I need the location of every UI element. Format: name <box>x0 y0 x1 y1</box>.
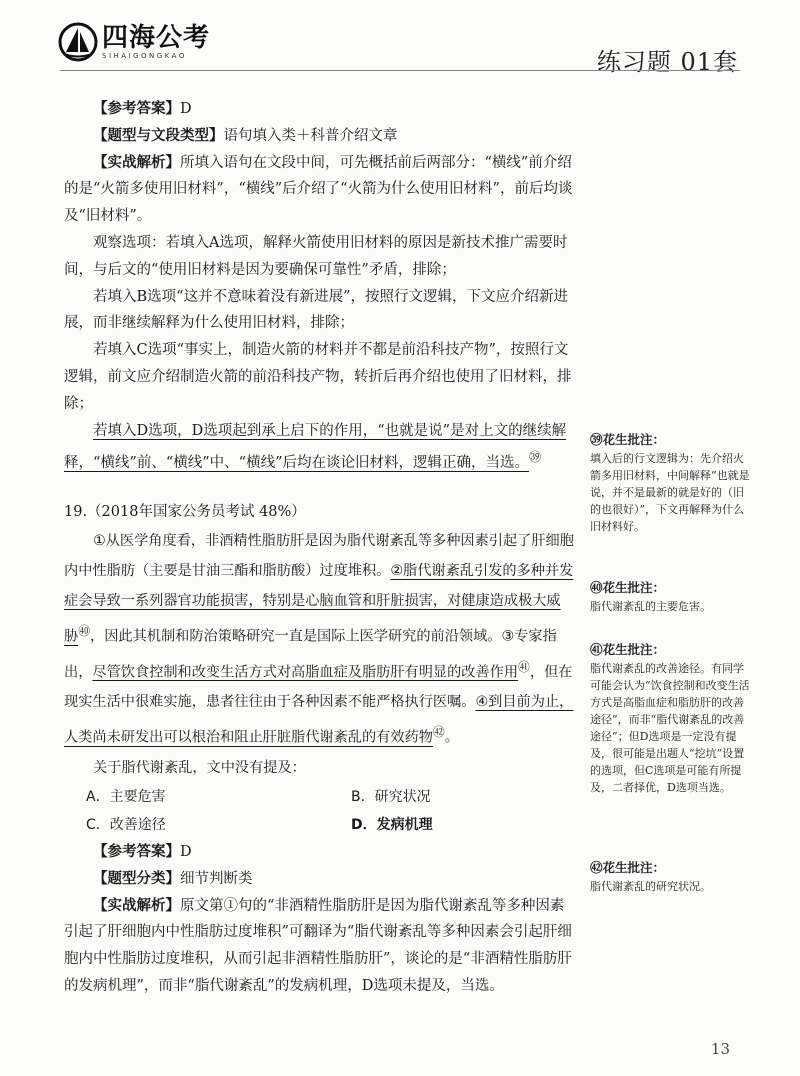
page-header <box>0 0 800 90</box>
q19-passage-a: ①从医学角度看，非酒精性脂肪肝是因为脂代谢紊乱等多种因素引起了肝细胞内中性脂肪（主要是甘油三酯和脂肪酸）过度堆积。 <box>64 532 574 579</box>
note-marker-40: ㊵ <box>78 623 91 638</box>
q19-option-c: C．改善途径 <box>86 816 166 833</box>
q19-analysis <box>64 893 574 1000</box>
q19-option-b: B．研究状况 <box>351 788 431 805</box>
sailboat-logo-icon <box>58 22 98 62</box>
q19-answer <box>64 839 574 866</box>
q19-type <box>64 866 574 893</box>
side-note-39-title: ㊴花生批注： <box>590 432 666 447</box>
side-note-39-text: 填入后的行文逻辑为：先介绍火箭多用旧材料，中间解释“也就是说，并不是最新的就是好的（旧的也很好）”，下文再解释为什么旧材料好。 <box>590 452 750 533</box>
q18-answer-value: D <box>180 101 192 117</box>
page-number: 13 <box>710 1040 730 1058</box>
q19-option-d: D．发病机理 <box>351 816 433 833</box>
side-note-41-text: 脂代谢紊乱的改善途径。有同学可能会认为“饮食控制和改变生活方式是高脂血症和脂肪肝的改善途径”，而非“脂代谢紊乱的改善途径”；但D选项是一定没有提及，很可能是出题人“挖坑”设置的选项，但C选项是可能有所提及，二者择优，D选项当选。 <box>590 662 750 794</box>
q18-type <box>64 123 574 150</box>
q19-analysis-label: 【实战解析】 <box>93 896 180 914</box>
q19-passage-end: 。 <box>444 729 459 746</box>
note-marker-41: ㊶ <box>518 659 530 674</box>
q19-type-label: 【题型分类】 <box>93 869 180 887</box>
note-marker-39: ㊴ <box>528 450 542 465</box>
note-marker-42: ㊷ <box>432 725 445 740</box>
q18-option-d-text: 若填入D选项，D选项起到承上启下的作用，“也就是说”是对上文的继续解释，“横线”前、“横线”中、“横线”后均在谈论旧材料，逻辑正确，当选。 <box>64 422 567 472</box>
q18-option-d-analysis <box>64 418 574 477</box>
q18-analysis-text: 所填入语句在文段中间，可先概括前后两部分：“横线”前介绍的是“火箭多使用旧材料”，“横线”后介绍了“火箭为什么使用旧材料”，前后均谈及“旧材料”。 <box>64 154 573 225</box>
q18-analysis-label: 【实战解析】 <box>93 153 180 171</box>
q18-answer <box>64 96 574 123</box>
q19-passage <box>64 526 574 753</box>
side-note-39 <box>590 430 750 535</box>
q18-type-value: 语句填入类＋科普介绍文章 <box>223 127 398 144</box>
q19-passage-d: 尽管饮食控制和改变生活方式对高脂血症及脂肪肝有明显的改善作用 <box>92 664 519 681</box>
q19-analysis-text: 原文第①句的“非酒精性脂肪肝是因为脂代谢紊乱等多种因素引起了肝细胞内中性脂肪过度堆积”可翻译为“脂代谢紊乱等多种因素会引起肝细胞内中性脂肪过度堆积，从而引起非酒精性脂肪肝”，谈论的是“非酒精性脂肪肝的发病机理”，而非“脂代谢紊乱”的发病机理，D选项未提及，当选。 <box>64 897 572 994</box>
brand-logo <box>58 22 210 62</box>
q19-question: 关于脂代谢紊乱，文中没有提及： <box>93 759 306 776</box>
side-note-42-text: 脂代谢紊乱的研究状况。 <box>590 880 711 893</box>
side-note-40-title: ㊵花生批注： <box>590 580 666 595</box>
q18-option-a-analysis: 观察选项：若填入A选项，解释火箭使用旧材料的原因是新技术推广需要时间，与后文的“使用旧材料是因为要确保可靠性”矛盾，排除； <box>64 234 568 278</box>
q18-answer-label: 【参考答案】 <box>93 100 180 117</box>
q18-option-b-analysis: 若填入B选项“这并不意味着没有新进展”，按照行文逻辑，下文应介绍新进展，而非继续解释为什么使用旧材料，排除； <box>64 288 568 332</box>
brand-name: 四海公考 <box>102 23 211 53</box>
header-divider <box>60 70 740 71</box>
q19-passage-e: ，但在现实生活中很难实施，患者往往由于各种因素不能严格执行医嘱。 <box>64 664 573 711</box>
q19-options <box>64 783 574 839</box>
set-title: 练习题 01套 <box>596 48 738 76</box>
q19-answer-label: 【参考答案】 <box>93 842 180 860</box>
q19-option-a: A．主要危害 <box>86 788 166 805</box>
q19-passage-b: ②脂代谢紊乱引发的多种并发症会导致一系列器官功能损害，特别是心脑血管和肝脏损害，对健康造成极大威胁 <box>64 562 574 645</box>
side-note-42 <box>590 858 750 895</box>
q19-answer-value: D <box>180 843 192 860</box>
side-note-41-title: ㊶花生批注： <box>590 642 666 657</box>
q18-option-c-analysis: 若填入C选项“事实上，制造火箭的材料并不都是前沿科技产物”，按照行文逻辑，前文应介绍制造火箭的前沿科技产物，转折后再介绍也使用了旧材料，排除； <box>64 342 572 412</box>
q18-analysis <box>64 150 574 230</box>
side-note-41 <box>590 640 750 796</box>
q19-title: 19.（2018年国家公务员考试 48%） <box>64 503 306 520</box>
side-note-40 <box>590 578 750 615</box>
main-content <box>64 96 574 1000</box>
q19-type-value: 细节判断类 <box>180 870 253 887</box>
q19-passage-f: ④到目前为止，人类尚未研发出可以根治和阻止肝脏脂代谢紊乱的有效药物 <box>64 694 574 746</box>
side-note-40-text: 脂代谢紊乱的主要危害。 <box>590 600 711 613</box>
side-note-42-title: ㊷花生批注： <box>590 860 666 875</box>
brand-subtitle: SIHAIGONGKAO <box>102 52 187 60</box>
q18-type-label: 【题型与文段类型】 <box>93 126 224 144</box>
q19-passage-c: ，因此其机制和防治策略研究一直是国际上医学研究的前沿领域。③专家指出， <box>64 628 557 681</box>
